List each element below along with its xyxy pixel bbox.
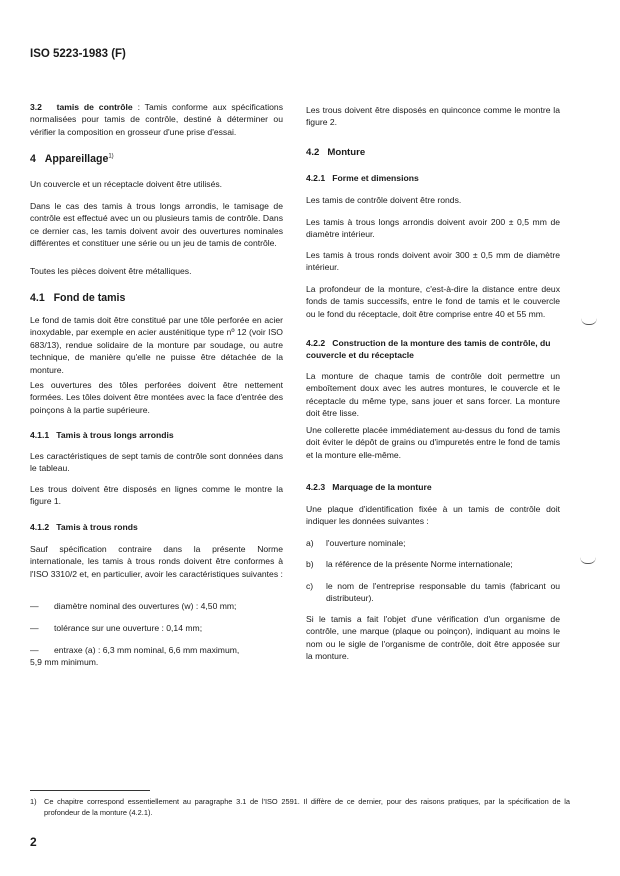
- section-4-1-2-heading: [30, 522, 283, 532]
- list-item-text: tolérance sur une ouverture : 0,14 mm;: [54, 623, 203, 633]
- section-4-2-3-heading: [306, 482, 560, 492]
- list-item-text: entraxe (a) : 6,3 mm nominal, 6,6 mm maximum,: [54, 645, 240, 655]
- dash-marker: —: [30, 601, 39, 611]
- list-item-text: la référence de la présente Norme internationale;: [326, 559, 513, 569]
- definition: : Tamis conforme aux spécifications normalisées pour tamis de contrôle, destiné à déterminer ou vérifier la composition en grosseur d'une prise d'essai.: [30, 102, 283, 137]
- section-4-1-heading: [30, 292, 283, 304]
- paragraph: Sauf spécification contraire dans la présente Norme internationale, les tamis à trous ronds doivent être conformes à l'ISO 3310/2 et, en particulier, avoir les caractéristiques suivantes :: [30, 544, 283, 579]
- paragraph: Si le tamis a fait l'objet d'une vérification d'un organisme de contrôle, une marque (plaque ou poinçon), indiquant au moins le nom ou le sigle de l'organisme de contrôle, doit être apposée sur la monture.: [306, 614, 560, 662]
- section-number: 4.1.1: [30, 430, 50, 440]
- list-item-text: diamètre nominal des ouvertures (w) : 4,50 mm;: [54, 601, 237, 611]
- section-number: 4.2.3: [306, 482, 326, 492]
- paragraph: Une plaque d'identification fixée à un tamis de contrôle doit indiquer les données suivantes :: [306, 504, 560, 527]
- list-item-continuation: 5,9 mm minimum.: [30, 657, 99, 667]
- section-title: Marquage de la monture: [332, 482, 432, 492]
- list-marker: a): [306, 538, 314, 548]
- paragraph: Les ouvertures des tôles perforées doivent être nettement formées. Les tôles doivent être montées avec la face d'entrée des poinçons à la partie supérieure.: [30, 380, 283, 415]
- section-4-2-2-heading: [306, 337, 560, 361]
- paragraph: Les caractéristiques de sept tamis de contrôle sont données dans le tableau.: [30, 451, 283, 474]
- section-3-2: [30, 101, 283, 138]
- section-4-heading: [30, 153, 283, 165]
- list-item: [306, 580, 560, 605]
- paragraph: Le fond de tamis doit être constitué par une tôle perforée en acier inoxydable, par exemple en acier austénitique type nº 12 (voir ISO 683/13), rendue solidaire de la monture par soudage, ou autre technique, de manière qu'elle ne puisse être détachée de la monture.: [30, 315, 283, 375]
- document-id: ISO 5223-1983 (F): [30, 48, 126, 60]
- section-4-1-1-heading: [30, 430, 283, 440]
- section-number: 4.2.1: [306, 173, 326, 183]
- paragraph: Les trous doivent être disposés en lignes comme le montre la figure 1.: [30, 484, 283, 507]
- paragraph: La monture de chaque tamis de contrôle doit permettre un emboîtement doux avec les autres montures, le couvercle et le réceptacle du même type, sans jouer et sans forcer. La monture doit être lisse.: [306, 371, 560, 419]
- section-number: 4.1: [30, 292, 45, 304]
- list-item-text: le nom de l'entreprise responsable du tamis (fabricant ou distributeur).: [326, 581, 560, 604]
- section-number: 4.2: [306, 147, 320, 158]
- section-title: Tamis à trous ronds: [56, 522, 138, 532]
- footnote-rule: [30, 790, 150, 791]
- paragraph: Les trous doivent être disposés en quinconce comme le montre la figure 2.: [306, 105, 560, 128]
- margin-mark: [580, 557, 596, 564]
- footnote-ref: 1): [108, 153, 114, 160]
- section-title: Appareillage: [44, 153, 109, 165]
- paragraph: Dans le cas des tamis à trous longs arrondis, le tamisage de contrôle est effectué avec un ou plusieurs tamis de contrôle. Dans ce dernier cas, les tamis doivent avoir des ouvertures nominales différentes et constituer une série ou un jeu de tamis de contrôle.: [30, 201, 283, 249]
- list-item-text: l'ouverture nominale;: [326, 538, 406, 548]
- list-marker: c): [306, 581, 314, 591]
- section-title: Tamis à trous longs arrondis: [56, 430, 174, 440]
- section-number: 4.2.2: [306, 338, 326, 348]
- section-title: Fond de tamis: [53, 292, 126, 304]
- paragraph: Les tamis à trous longs arrondis doivent avoir 200 ± 0,5 mm de diamètre intérieur.: [306, 217, 560, 240]
- dash-marker: —: [30, 623, 39, 633]
- paragraph: Toutes les pièces doivent être métalliques.: [30, 266, 192, 276]
- list-marker: b): [306, 559, 314, 569]
- section-4-2-heading: [306, 147, 560, 158]
- section-number: 4: [30, 153, 36, 165]
- paragraph: La profondeur de la monture, c'est-à-dire la distance entre deux fonds de tamis successifs, entre le fond de tamis et le couvercle ou le fond du réceptacle, doit être comprise entre 40 et 55 mm.: [306, 284, 560, 319]
- page-number: 2: [30, 835, 37, 849]
- list-item: [30, 622, 283, 634]
- dash-marker: —: [30, 645, 39, 655]
- paragraph: Les tamis de contrôle doivent être ronds.: [306, 195, 462, 205]
- list-item: [306, 558, 560, 570]
- list-item: [306, 537, 560, 549]
- footnote-mark: 1): [30, 797, 37, 806]
- list-item: [30, 600, 283, 612]
- footnote-text: Ce chapitre correspond essentiellement au paragraphe 3.1 de l'ISO 2591. Il diffère de ce dernier, pour des raisons pratiques, par la spécification de la profondeur de la monture (4.2.1).: [44, 797, 570, 817]
- paragraph: Un couvercle et un réceptacle doivent être utilisés.: [30, 179, 223, 189]
- margin-mark: [581, 318, 597, 325]
- section-title: Construction de la monture des tamis de contrôle, du couvercle et du réceptacle: [306, 338, 551, 360]
- section-number: 4.1.2: [30, 522, 50, 532]
- section-4-2-1-heading: [306, 173, 560, 183]
- section-number: 3.2: [30, 102, 42, 112]
- paragraph: Les tamis à trous ronds doivent avoir 300 ± 0,5 mm de diamètre intérieur.: [306, 250, 560, 273]
- section-title: Forme et dimensions: [332, 173, 419, 183]
- term: tamis de contrôle: [56, 102, 133, 112]
- section-title: Monture: [327, 147, 366, 158]
- footnote: [30, 796, 570, 818]
- paragraph: Une collerette placée immédiatement au-dessus du fond de tamis doit éviter le dépôt de grains ou d'impuretés entre le fond de tamis et la monture elle-même.: [306, 425, 560, 460]
- list-item: [30, 644, 283, 656]
